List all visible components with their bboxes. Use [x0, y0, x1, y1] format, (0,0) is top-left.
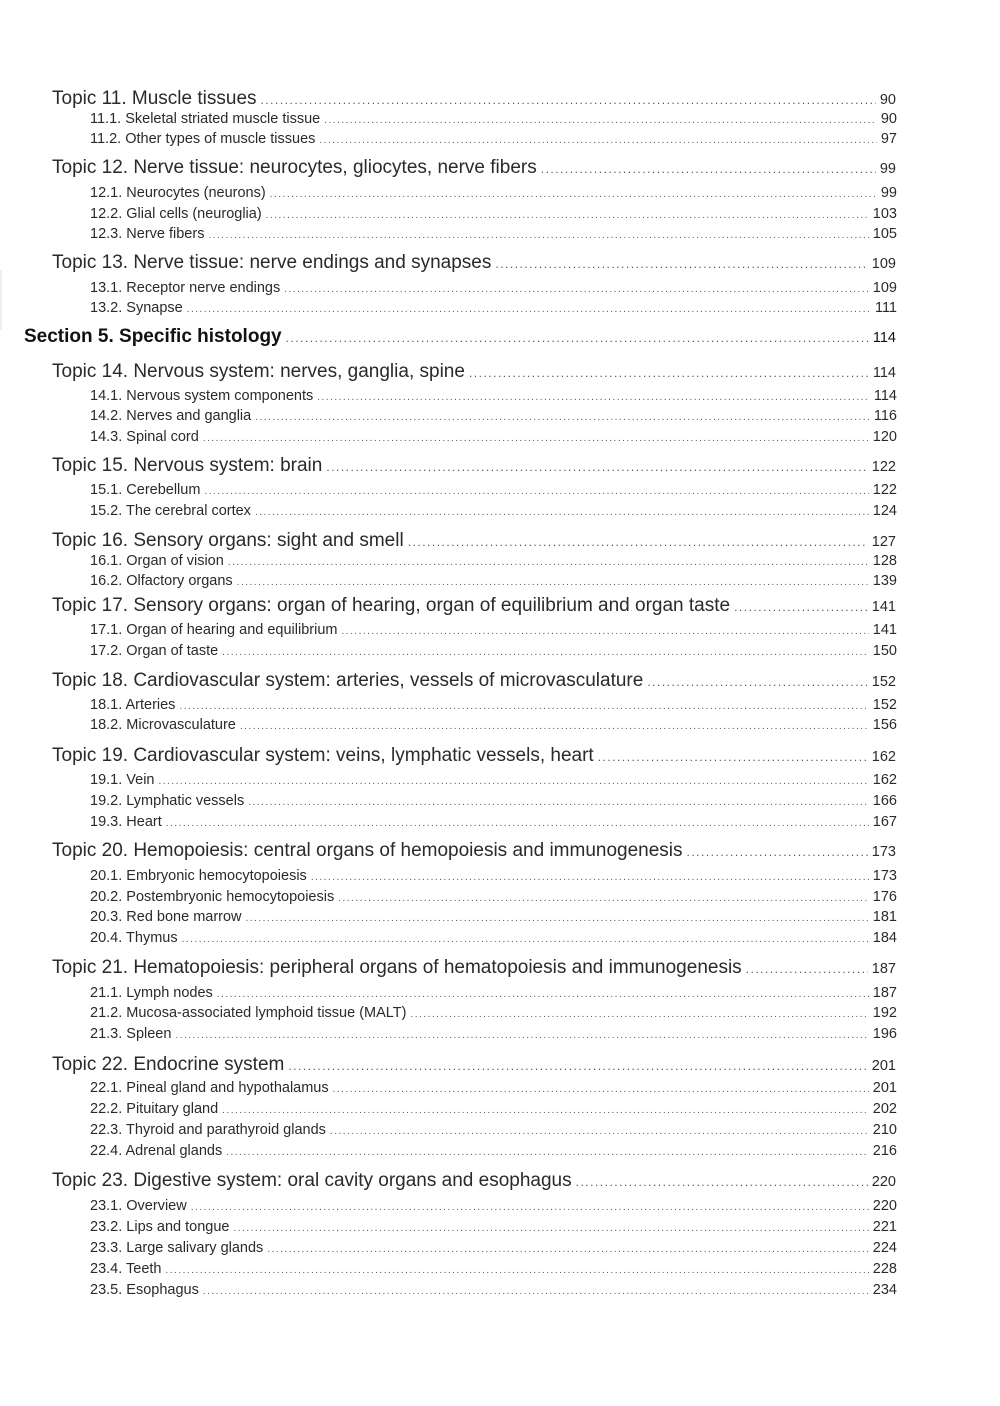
toc-subentry — [90, 985, 897, 1001]
page-number: 221 — [872, 1219, 897, 1235]
toc-subentry — [90, 226, 897, 242]
toc-subentry — [90, 717, 897, 733]
dot-leader — [222, 1105, 869, 1116]
page-number: 173 — [871, 844, 896, 860]
entry-title: Topic 22. Endocrine system — [52, 1054, 285, 1075]
page-number: 162 — [871, 749, 896, 765]
entry-title: Topic 13. Nerve tissue: nerve endings and synapses — [52, 252, 492, 273]
page-number: 167 — [872, 814, 897, 830]
entry-title: 13.2. Synapse — [90, 300, 183, 316]
page-number: 127 — [871, 534, 896, 550]
toc-subentry — [90, 1282, 897, 1298]
toc-topic-entry — [52, 88, 896, 110]
toc-topic-entry — [52, 530, 896, 552]
entry-title: 22.2. Pituitary gland — [90, 1101, 219, 1117]
page-number: 228 — [872, 1261, 897, 1277]
entry-title: 23.3. Large salivary glands — [90, 1240, 264, 1256]
entry-title: Topic 11. Muscle tissues — [52, 88, 257, 109]
toc-subentry — [90, 643, 897, 659]
entry-title: 21.1. Lymph nodes — [90, 985, 213, 1001]
dot-leader — [255, 507, 869, 518]
page-number: 192 — [872, 1005, 897, 1021]
dot-leader — [647, 675, 867, 689]
toc-subentry — [90, 111, 897, 127]
page-number: 187 — [872, 985, 897, 1001]
dot-leader — [333, 1084, 869, 1095]
dot-leader — [159, 776, 869, 787]
page-number: 181 — [872, 909, 897, 925]
page-number: 201 — [872, 1080, 897, 1096]
toc-topic-entry — [52, 157, 896, 179]
entry-title: 19.1. Vein — [90, 772, 155, 788]
page-number: 166 — [872, 793, 897, 809]
entry-title: Topic 19. Cardiovascular system: veins, lymphatic vessels, heart — [52, 745, 594, 766]
page-number: 210 — [872, 1122, 897, 1138]
page-number: 156 — [872, 717, 897, 733]
entry-title: Topic 15. Nervous system: brain — [52, 455, 323, 476]
toc-topic-entry — [52, 670, 896, 692]
toc-subentry — [90, 388, 897, 404]
toc-subentry — [90, 1080, 897, 1096]
entry-title: Topic 14. Nervous system: nerves, ganglia, spine — [52, 361, 465, 382]
toc-topic-entry — [52, 840, 896, 862]
page-number: 114 — [873, 388, 897, 404]
entry-title: 20.4. Thymus — [90, 930, 178, 946]
dot-leader — [311, 872, 869, 883]
entry-title: 20.1. Embryonic hemocytopoiesis — [90, 868, 307, 884]
toc-subentry — [90, 1240, 897, 1256]
entry-title: Topic 12. Nerve tissue: neurocytes, gliocytes, nerve fibers — [52, 157, 537, 178]
toc-subentry — [90, 909, 897, 925]
dot-leader — [267, 1244, 868, 1255]
dot-leader — [495, 257, 867, 271]
entry-title: 18.1. Arteries — [90, 697, 176, 713]
page-number: 162 — [872, 772, 897, 788]
entry-title: 15.2. The cerebral cortex — [90, 503, 251, 519]
toc-subentry — [90, 1005, 897, 1021]
toc-subentry — [90, 131, 897, 147]
entry-title: Section 5. Specific histology — [24, 326, 282, 347]
toc-subentry — [90, 553, 897, 569]
dot-leader — [317, 392, 870, 403]
toc-topic-entry — [52, 1170, 896, 1192]
toc-subentry — [90, 1026, 897, 1042]
dot-leader — [203, 433, 869, 444]
dot-leader — [261, 93, 876, 107]
page-number: 150 — [872, 643, 897, 659]
page-number: 187 — [871, 961, 896, 977]
page-number: 99 — [879, 161, 896, 177]
dot-leader — [598, 750, 868, 764]
entry-title: 14.2. Nerves and ganglia — [90, 408, 252, 424]
dot-leader — [576, 1175, 868, 1189]
dot-leader — [541, 162, 876, 176]
toc-subentry — [90, 793, 897, 809]
dot-leader — [746, 962, 868, 976]
toc-section-heading — [24, 326, 896, 348]
dot-leader — [326, 460, 867, 474]
entry-title: 17.1. Organ of hearing and equilibrium — [90, 622, 338, 638]
toc-subentry — [90, 300, 897, 316]
page-number: 105 — [872, 226, 897, 242]
toc-subentry — [90, 280, 897, 296]
dot-leader — [226, 1147, 869, 1158]
page-number: 139 — [872, 573, 897, 589]
page-number: 114 — [872, 330, 896, 346]
page-number: 109 — [872, 280, 897, 296]
dot-leader — [286, 331, 869, 345]
page-number: 220 — [872, 1198, 897, 1214]
entry-title: Topic 17. Sensory organs: organ of hearing, organ of equilibrium and organ taste — [52, 595, 731, 616]
entry-title: 20.2. Postembryonic hemocytopoiesis — [90, 889, 335, 905]
dot-leader — [341, 626, 868, 637]
page-number: 184 — [872, 930, 897, 946]
dot-leader — [191, 1202, 869, 1213]
entry-title: 11.2. Other types of muscle tissues — [90, 131, 316, 147]
dot-leader — [166, 818, 869, 829]
entry-title: 11.1. Skeletal striated muscle tissue — [90, 111, 321, 127]
dot-leader — [233, 1223, 868, 1234]
entry-title: 20.3. Red bone marrow — [90, 909, 242, 925]
page-number: 202 — [872, 1101, 897, 1117]
entry-title: 14.1. Nervous system components — [90, 388, 314, 404]
entry-title: 23.4. Teeth — [90, 1261, 162, 1277]
entry-title: Topic 16. Sensory organs: sight and smell — [52, 530, 404, 551]
toc-topic-entry — [52, 957, 896, 979]
toc-subentry — [90, 1261, 897, 1277]
entry-title: 22.1. Pineal gland and hypothalamus — [90, 1080, 329, 1096]
toc-subentry — [90, 868, 897, 884]
dot-leader — [179, 701, 868, 712]
entry-title: 16.1. Organ of vision — [90, 553, 224, 569]
entry-title: Topic 18. Cardiovascular system: arteries, vessels of microvasculature — [52, 670, 644, 691]
entry-title: 23.5. Esophagus — [90, 1282, 199, 1298]
dot-leader — [237, 577, 869, 588]
dot-leader — [319, 135, 876, 146]
toc-topic-entry — [52, 745, 896, 767]
dot-leader — [288, 1059, 867, 1073]
entry-title: 15.1. Cerebellum — [90, 482, 201, 498]
dot-leader — [324, 115, 877, 126]
dot-leader — [284, 284, 869, 295]
entry-title: 19.2. Lymphatic vessels — [90, 793, 245, 809]
page-number: 122 — [871, 459, 896, 475]
page-number: 220 — [871, 1174, 896, 1190]
toc-subentry — [90, 482, 897, 498]
dot-leader — [166, 1265, 869, 1276]
dot-leader — [266, 210, 869, 221]
dot-leader — [687, 845, 868, 859]
page-number: 234 — [872, 1282, 897, 1298]
entry-title: Topic 21. Hematopoiesis: peripheral organs of hematopoiesis and immunogenesis — [52, 957, 742, 978]
dot-leader — [338, 893, 869, 904]
toc-subentry — [90, 1101, 897, 1117]
entry-title: 14.3. Spinal cord — [90, 429, 199, 445]
page-number: 152 — [872, 697, 897, 713]
page-number: 224 — [872, 1240, 897, 1256]
page-number: 176 — [872, 889, 897, 905]
dot-leader — [208, 230, 868, 241]
toc-subentry — [90, 814, 897, 830]
toc-subentry — [90, 772, 897, 788]
toc-topic-entry — [52, 455, 896, 477]
dot-leader — [248, 797, 869, 808]
entry-title: Topic 20. Hemopoiesis: central organs of hemopoiesis and immunogenesis — [52, 840, 683, 861]
page-number: 120 — [872, 429, 897, 445]
dot-leader — [270, 189, 877, 200]
page-number: 173 — [872, 868, 897, 884]
dot-leader — [469, 366, 869, 380]
dot-leader — [204, 486, 868, 497]
page-number: 196 — [872, 1026, 897, 1042]
dot-leader — [222, 647, 869, 658]
page-number: 109 — [871, 256, 896, 272]
page-number: 114 — [872, 365, 896, 381]
page-number: 103 — [872, 206, 897, 222]
entry-title: 21.3. Spleen — [90, 1026, 172, 1042]
toc-topic-entry — [52, 595, 896, 617]
toc-subentry — [90, 889, 897, 905]
dot-leader — [330, 1126, 869, 1137]
entry-title: 18.2. Microvasculature — [90, 717, 236, 733]
dot-leader — [410, 1009, 868, 1020]
page-edge-shadow — [0, 270, 2, 330]
toc-topic-entry — [52, 252, 896, 274]
page-number: 90 — [879, 92, 896, 108]
entry-title: 22.4. Adrenal glands — [90, 1143, 223, 1159]
entry-title: 12.3. Nerve fibers — [90, 226, 205, 242]
dot-leader — [408, 535, 868, 549]
toc-subentry — [90, 408, 897, 424]
page-number: 128 — [872, 553, 897, 569]
entry-title: 13.1. Receptor nerve endings — [90, 280, 281, 296]
toc-subentry — [90, 206, 897, 222]
dot-leader — [182, 934, 869, 945]
toc-subentry — [90, 697, 897, 713]
entry-title: 16.2. Olfactory organs — [90, 573, 233, 589]
entry-title: 23.2. Lips and tongue — [90, 1219, 230, 1235]
page-number: 99 — [880, 185, 897, 201]
page-number: 97 — [880, 131, 897, 147]
toc-subentry — [90, 1198, 897, 1214]
page-number: 116 — [873, 408, 897, 424]
entry-title: 23.1. Overview — [90, 1198, 187, 1214]
page-number: 122 — [872, 482, 897, 498]
entry-title: 21.2. Mucosa-associated lymphoid tissue (MALT) — [90, 1005, 407, 1021]
toc-subentry — [90, 503, 897, 519]
dot-leader — [255, 412, 870, 423]
dot-leader — [203, 1286, 869, 1297]
entry-title: 12.1. Neurocytes (neurons) — [90, 185, 266, 201]
toc-subentry — [90, 185, 897, 201]
toc-subentry — [90, 1219, 897, 1235]
dot-leader — [240, 721, 869, 732]
toc-topic-entry — [52, 1054, 896, 1076]
page-number: 201 — [871, 1058, 896, 1074]
toc-subentry — [90, 930, 897, 946]
page-number: 90 — [880, 111, 897, 127]
dot-leader — [246, 913, 869, 924]
dot-leader — [175, 1030, 868, 1041]
dot-leader — [187, 304, 871, 315]
entry-title: 19.3. Heart — [90, 814, 162, 830]
toc-subentry — [90, 1143, 897, 1159]
toc-subentry — [90, 429, 897, 445]
dot-leader — [228, 557, 869, 568]
dot-leader — [217, 989, 869, 1000]
toc-subentry — [90, 622, 897, 638]
page-number: 141 — [871, 599, 896, 615]
page-number: 111 — [874, 300, 897, 316]
page-number: 152 — [871, 674, 896, 690]
entry-title: 17.2. Organ of taste — [90, 643, 219, 659]
toc-subentry — [90, 1122, 897, 1138]
toc-topic-entry — [52, 361, 896, 383]
entry-title: Topic 23. Digestive system: oral cavity organs and esophagus — [52, 1170, 572, 1191]
page-number: 141 — [872, 622, 897, 638]
toc-subentry — [90, 573, 897, 589]
entry-title: 12.2. Glial cells (neuroglia) — [90, 206, 262, 222]
page-number: 124 — [872, 503, 897, 519]
dot-leader — [734, 600, 868, 614]
entry-title: 22.3. Thyroid and parathyroid glands — [90, 1122, 326, 1138]
page-number: 216 — [872, 1143, 897, 1159]
